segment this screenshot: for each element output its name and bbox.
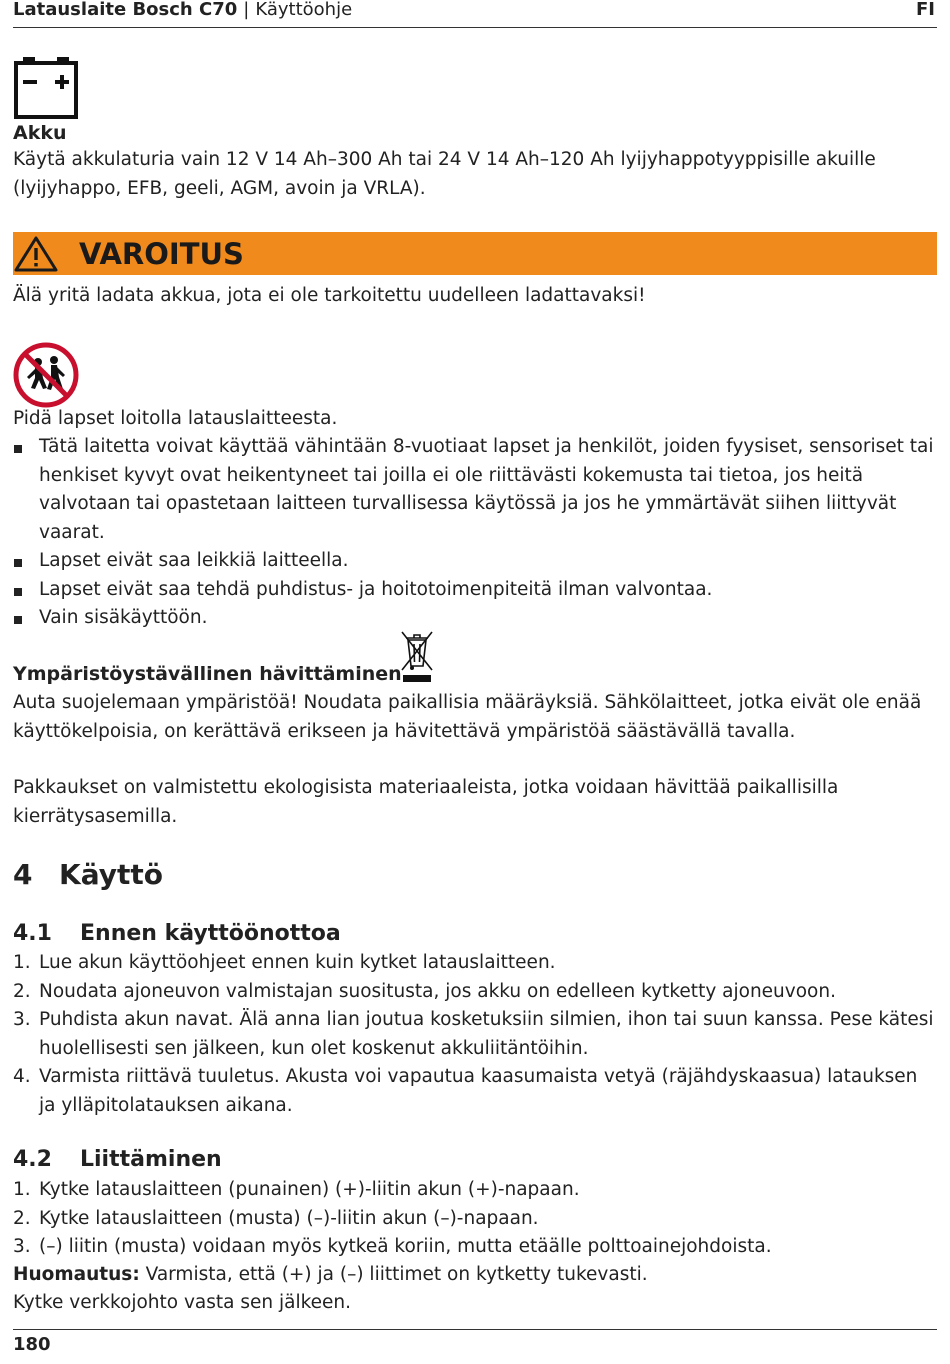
list-item — [13, 547, 937, 576]
list-text: Kytke latauslaitteen (musta) (–)-liitin akun (–)-napaan. — [39, 1207, 539, 1229]
warning-text: Älä yritä ladata akkua, jota ei ole tarkoitettu uudelleen ladattavaksi! — [13, 285, 646, 306]
list-number: 4. — [13, 1066, 31, 1087]
list-text: Lue akun käyttöohjeet ennen kuin kytket latauslaitteen. — [39, 952, 556, 973]
bullet-text: Lapset eivät saa leikkiä laitteella. — [39, 550, 349, 571]
document-title: Latauslaite Bosch C70 — [13, 0, 238, 20]
list-item — [13, 1006, 937, 1063]
chapter-number: 4 — [13, 858, 33, 891]
section-title-text: Ennen käyttöönottoa — [80, 921, 341, 946]
warning-label: VAROITUS — [79, 237, 244, 271]
disposal-heading: Ympäristöystävällinen hävittäminen — [13, 663, 402, 685]
language-code: FI — [916, 0, 935, 20]
list-item — [13, 433, 937, 547]
children-intro: Pidä lapset loitolla latauslaitteesta. — [13, 408, 338, 429]
section-title — [13, 1146, 222, 1174]
warning-triangle-icon — [13, 235, 59, 273]
disposal-text-2: Pakkaukset on valmistettu ekologisista materiaaleista, jotka voidaan hävittää paikallisilla kierrätysasemilla. — [13, 777, 839, 827]
list-text: Kytke latauslaitteen (punainen) (+)-liitin akun (+)-napaan. — [39, 1179, 580, 1200]
list-number: 3. — [13, 1009, 31, 1030]
bullet-text: Tätä laitetta voivat käyttää vähintään 8-vuotiaat lapset ja henkilöt, joiden fyysiset, sensoriset tai henkiset kyvyt ovat heikentyneet tai joilla ei ole riittävästi kokemusta tai tietoa, jos heitä valvotaan tai opastetaan laitteen turvallisessa käytössä ja jos he ymmärtävät siihen liittyvät vaarat. — [39, 436, 934, 543]
final-instruction: Kytke verkkojohto vasta sen jälkeen. — [13, 1292, 352, 1313]
list-item — [13, 1176, 937, 1205]
document-subtitle: Käyttöohje — [255, 0, 353, 20]
note-text: Varmista, että (+) ja (–) liittimet on kytketty tukevasti. — [139, 1264, 648, 1285]
battery-text: Käytä akkulaturia vain 12 V 14 Ah–300 Ah tai 24 V 14 Ah–120 Ah lyijyhappotyyppisille akuille (lyijyhappo, EFB, geeli, AGM, avoin ja VRLA). — [13, 149, 876, 199]
bullet-square-icon — [14, 588, 22, 596]
page-header — [13, 0, 937, 28]
bullet-text: Lapset eivät saa tehdä puhdistus- ja hoitotoimenpiteitä ilman valvontaa. — [39, 578, 713, 600]
note-label: Huomautus: — [13, 1264, 140, 1285]
no-children-icon — [13, 342, 79, 408]
page-footer — [13, 1329, 937, 1355]
section-number: 4.2 — [13, 1147, 52, 1172]
list-number: 2. — [13, 980, 31, 1002]
bullet-text: Vain sisäkäyttöön. — [39, 607, 208, 628]
list-number: 2. — [13, 1207, 31, 1229]
list-text: Puhdista akun navat. Älä anna lian joutua kosketuksiin silmien, ihon tai suun kanssa. Pese kätesi huolellisesti sen jälkeen, kun olet koskenut akkuliitäntöihin. — [39, 1009, 934, 1059]
list-item — [13, 978, 937, 1007]
list-number: 1. — [13, 952, 31, 973]
section-title-text: Liittäminen — [80, 1147, 222, 1172]
list-item — [13, 1205, 937, 1234]
list-text: Noudata ajoneuvon valmistajan suositusta, jos akku on edelleen kytketty ajoneuvoon. — [39, 980, 836, 1002]
list-item — [13, 1233, 937, 1262]
list-item — [13, 949, 937, 978]
chapter-title — [13, 857, 163, 893]
note-line — [13, 1261, 937, 1290]
header-separator: | — [243, 0, 250, 20]
bullet-square-icon — [14, 559, 22, 567]
list-number: 3. — [13, 1236, 31, 1257]
disposal-text-1: Auta suojelemaan ympäristöä! Noudata paikallisia määräyksiä. Sähkölaitteet, jotka eivät ole enää käyttökelpoisia, on kerättävä erikseen ja hävitettävä ympäristöä säästävällä tavalla. — [13, 692, 922, 742]
section-title — [13, 920, 341, 948]
list-item — [13, 576, 937, 605]
list-number: 1. — [13, 1179, 31, 1200]
bullet-square-icon — [14, 445, 22, 453]
section-number: 4.1 — [13, 921, 52, 946]
children-bullet-list — [13, 433, 937, 633]
crossed-bin-icon — [399, 630, 435, 684]
battery-icon — [13, 55, 79, 121]
section1-list — [13, 949, 937, 1120]
list-text: Varmista riittävä tuuletus. Akusta voi vapautua kaasumaista vetyä (räjähdyskaasua) latauksen ja ylläpitolatauksen aikana. — [39, 1066, 918, 1116]
page-number: 180 — [13, 1334, 51, 1355]
bullet-square-icon — [14, 616, 22, 624]
list-item — [13, 1063, 937, 1120]
warning-banner — [13, 232, 937, 275]
list-text: (–) liitin (musta) voidaan myös kytkeä koriin, mutta etäälle polttoainejohdoista. — [39, 1236, 772, 1257]
section2-list — [13, 1176, 937, 1262]
list-item — [13, 604, 937, 633]
battery-heading: Akku — [13, 122, 67, 144]
chapter-title-text: Käyttö — [59, 858, 163, 891]
